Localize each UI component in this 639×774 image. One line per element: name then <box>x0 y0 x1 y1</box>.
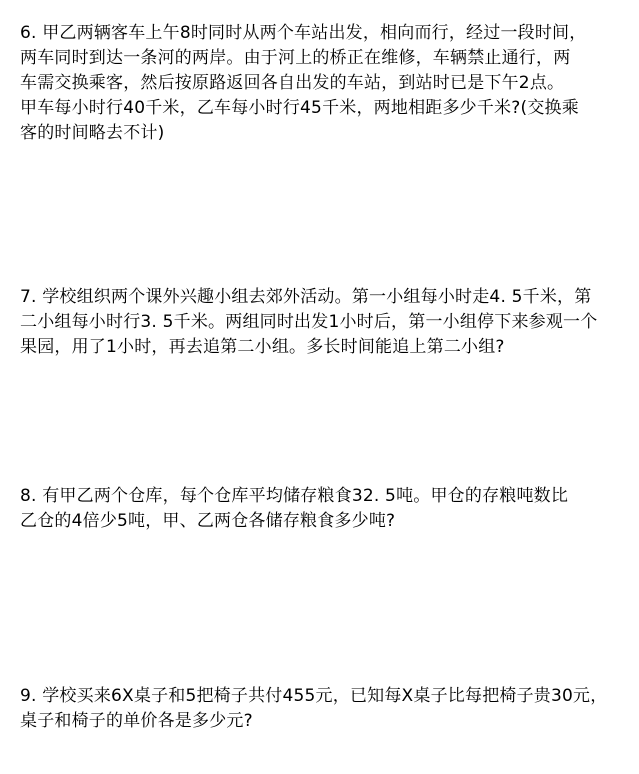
problem-6-line-1: 6. 甲乙两辆客车上午8时同时从两个车站出发，相向而行，经过一段时间， <box>20 23 587 43</box>
problem-6 <box>20 21 624 146</box>
problem-8 <box>20 484 624 534</box>
problem-9-line-2: 桌子和椅子的单价各是多少元? <box>20 711 253 731</box>
problem-7 <box>20 285 624 360</box>
problem-6-line-5: 客的时间略去不计) <box>20 123 165 143</box>
problem-6-line-2: 两车同时到达一条河的两岸。由于河上的桥正在维修，车辆禁止通行，两 <box>20 48 571 68</box>
problem-9 <box>20 684 624 734</box>
problem-7-line-3: 果园，用了1小时，再去追第二小组。多长时间能追上第二小组? <box>20 337 505 357</box>
problem-7-line-2: 二小组每小时行3. 5千米。两组同时出发1小时后，第一小组停下来参观一个 <box>20 312 598 332</box>
problem-6-line-3: 车需交换乘客，然后按原路返回各自出发的车站，到站时已是下午2点。 <box>20 73 565 93</box>
problem-6-line-4: 甲车每小时行40千米，乙车每小时行45千米，两地相距多少千米?(交换乘 <box>20 98 579 118</box>
problem-8-line-1: 8. 有甲乙两个仓库，每个仓库平均储存粮食32. 5吨。甲仓的存粮吨数比 <box>20 486 569 506</box>
problem-8-line-2: 乙仓的4倍少5吨，甲、乙两仓各储存粮食多少吨? <box>20 511 396 531</box>
problem-9-line-1: 9. 学校买来6X桌子和5把椅子共付455元，已知每X桌子比每把椅子贵30元， <box>20 686 608 706</box>
problem-7-line-1: 7. 学校组织两个课外兴趣小组去郊外活动。第一小组每小时走4. 5千米，第 <box>20 287 592 307</box>
